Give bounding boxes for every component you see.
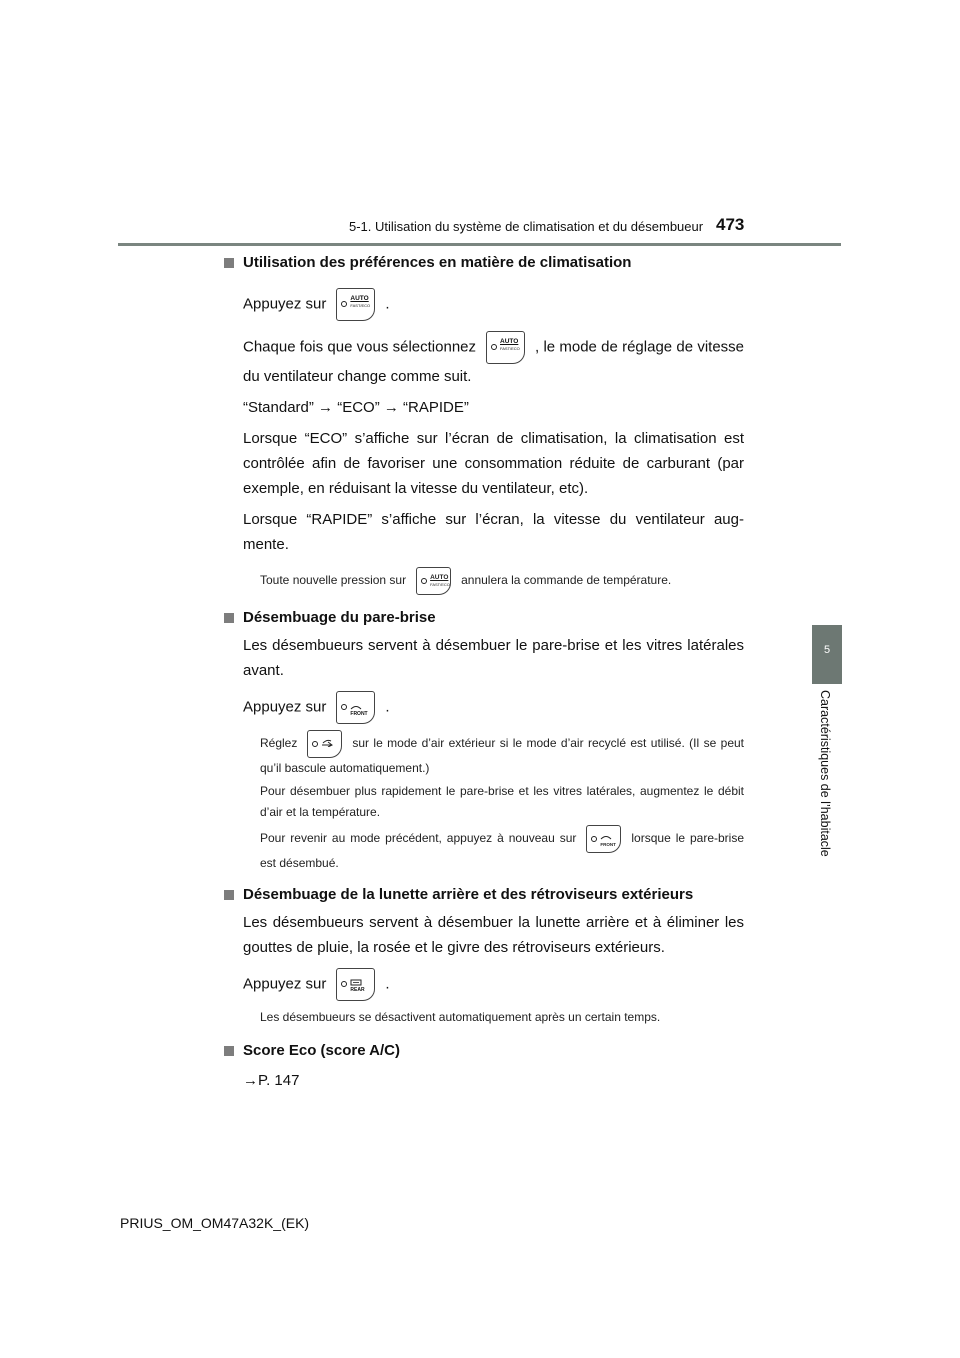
bullet-square-icon (224, 1046, 234, 1056)
paragraph: Lorsque “RAPIDE” s’affiche sur l’écran, la vitesse du ventilateur aug-mente. (243, 511, 744, 553)
outside-air-symbol (321, 739, 335, 749)
paragraph (243, 288, 744, 321)
text: . (385, 698, 390, 716)
paragraph: Lorsque “ECO” s’affiche sur l’écran de climatisation, la climatisation est contrôlée afin de favoriser une consommation réduite de carburant (par exemple, en réduisant la vitesse du ventilateur, etc). (243, 430, 744, 497)
auto-fan-button-icon (416, 567, 451, 595)
text: Réglez (260, 736, 298, 751)
paragraph (243, 331, 744, 389)
page-number: 473 (716, 215, 745, 234)
front-label-text: FRONT (350, 711, 368, 717)
text: . (385, 975, 390, 993)
text: sur le mode d’air extérieur si le mode d’air recyclé est utilisé. (Il se peut qu’il bascule automatiquement.) (260, 736, 744, 775)
front-defroster-button-icon (336, 691, 375, 724)
text: Appuyez sur (243, 295, 327, 313)
text: . (385, 295, 390, 313)
section-heading (224, 607, 744, 629)
header-title: 5-1. Utilisation du système de climatisation et du désembueur (349, 219, 704, 234)
page-reference: →P. 147 (243, 1072, 300, 1089)
note (260, 825, 744, 874)
page-content (224, 252, 744, 1099)
section-heading-text: Désembuage du pare-brise (243, 609, 436, 626)
bullet-square-icon (224, 258, 234, 268)
note (260, 567, 744, 595)
car-air-arrow-icon (321, 739, 335, 747)
note: Pour désembuer plus rapidement le pare-brise et les vitres latérales, augmentez le débit d’air et la température. (260, 784, 744, 819)
text: lorsque le pare-brise est désembué. (260, 831, 744, 870)
chapter-number: 5 (823, 644, 831, 656)
windshield-icon (600, 834, 612, 840)
indicator-led-icon (312, 741, 318, 747)
chapter-label: Caractéristiques de l’habitacle (818, 690, 832, 857)
rear-window-icon (350, 979, 362, 986)
rear-label (350, 979, 364, 994)
auto-fan-button-icon (486, 331, 525, 364)
header-divider (118, 243, 841, 246)
auto-label (350, 295, 370, 309)
text: Toute nouvelle pression sur (260, 573, 407, 588)
section-heading-text: Score Eco (score A/C) (243, 1042, 400, 1059)
text: Appuyez sur (243, 698, 327, 716)
auto-fan-button-icon (336, 288, 375, 321)
front-label-text: FRONT (600, 842, 616, 847)
text: Appuyez sur (243, 975, 327, 993)
auto-label-text: AUTO (350, 295, 369, 302)
indicator-led-icon (421, 578, 427, 584)
front-label (350, 704, 367, 718)
auto-label (500, 338, 520, 352)
auto-label-text: AUTO (430, 574, 449, 581)
indicator-led-icon (591, 836, 597, 842)
auto-sublabel: FAST/ECO (350, 303, 371, 308)
note: Les désembueurs se désactivent automatiquement après un certain temps. (260, 1010, 661, 1024)
front-label (600, 834, 616, 848)
auto-sublabel: FAST/ECO (500, 346, 520, 351)
auto-sublabel: FAST/ECO (430, 582, 450, 587)
indicator-led-icon (341, 301, 347, 307)
indicator-led-icon (491, 344, 497, 350)
section-heading (224, 252, 744, 274)
paragraph: Les désembueurs servent à désembuer la lunette arrière et à éliminer les gouttes de pluie, la rosée et le givre des rétroviseurs extérieurs. (243, 914, 744, 956)
text: Chaque fois que vous sélectionnez (243, 338, 477, 356)
paragraph: “Standard” → “ECO” → “RAPIDE” (243, 399, 469, 416)
section-heading (224, 884, 744, 906)
paragraph (243, 691, 744, 724)
section-heading-text: Utilisation des préférences en matière de climatisation (243, 254, 632, 271)
rear-label-text: REAR (350, 987, 365, 993)
text: annulera la commande de température. (461, 573, 672, 588)
windshield-icon (350, 704, 362, 710)
front-defroster-button-icon (586, 825, 621, 853)
indicator-led-icon (341, 704, 347, 710)
outside-air-button-icon (307, 730, 342, 758)
section-heading-text: Désembuage de la lunette arrière et des rétroviseurs extérieurs (243, 886, 694, 903)
document-code: PRIUS_OM_OM47A32K_(EK) (120, 1215, 310, 1231)
note (260, 730, 744, 779)
bullet-square-icon (224, 613, 234, 623)
text: Pour revenir au mode précédent, appuyez à nouveau sur (260, 831, 577, 846)
rear-defogger-button-icon (336, 968, 375, 1001)
bullet-square-icon (224, 890, 234, 900)
auto-label (430, 574, 450, 588)
paragraph (243, 968, 744, 1001)
auto-label-text: AUTO (500, 338, 519, 345)
text: , le mode de réglage de vitesse du ventilateur change comme suit. (243, 338, 745, 385)
indicator-led-icon (341, 981, 347, 987)
paragraph: Les désembueurs servent à désembuer le pare-brise et les vitres latérales avant. (243, 637, 744, 679)
section-heading (224, 1040, 744, 1062)
